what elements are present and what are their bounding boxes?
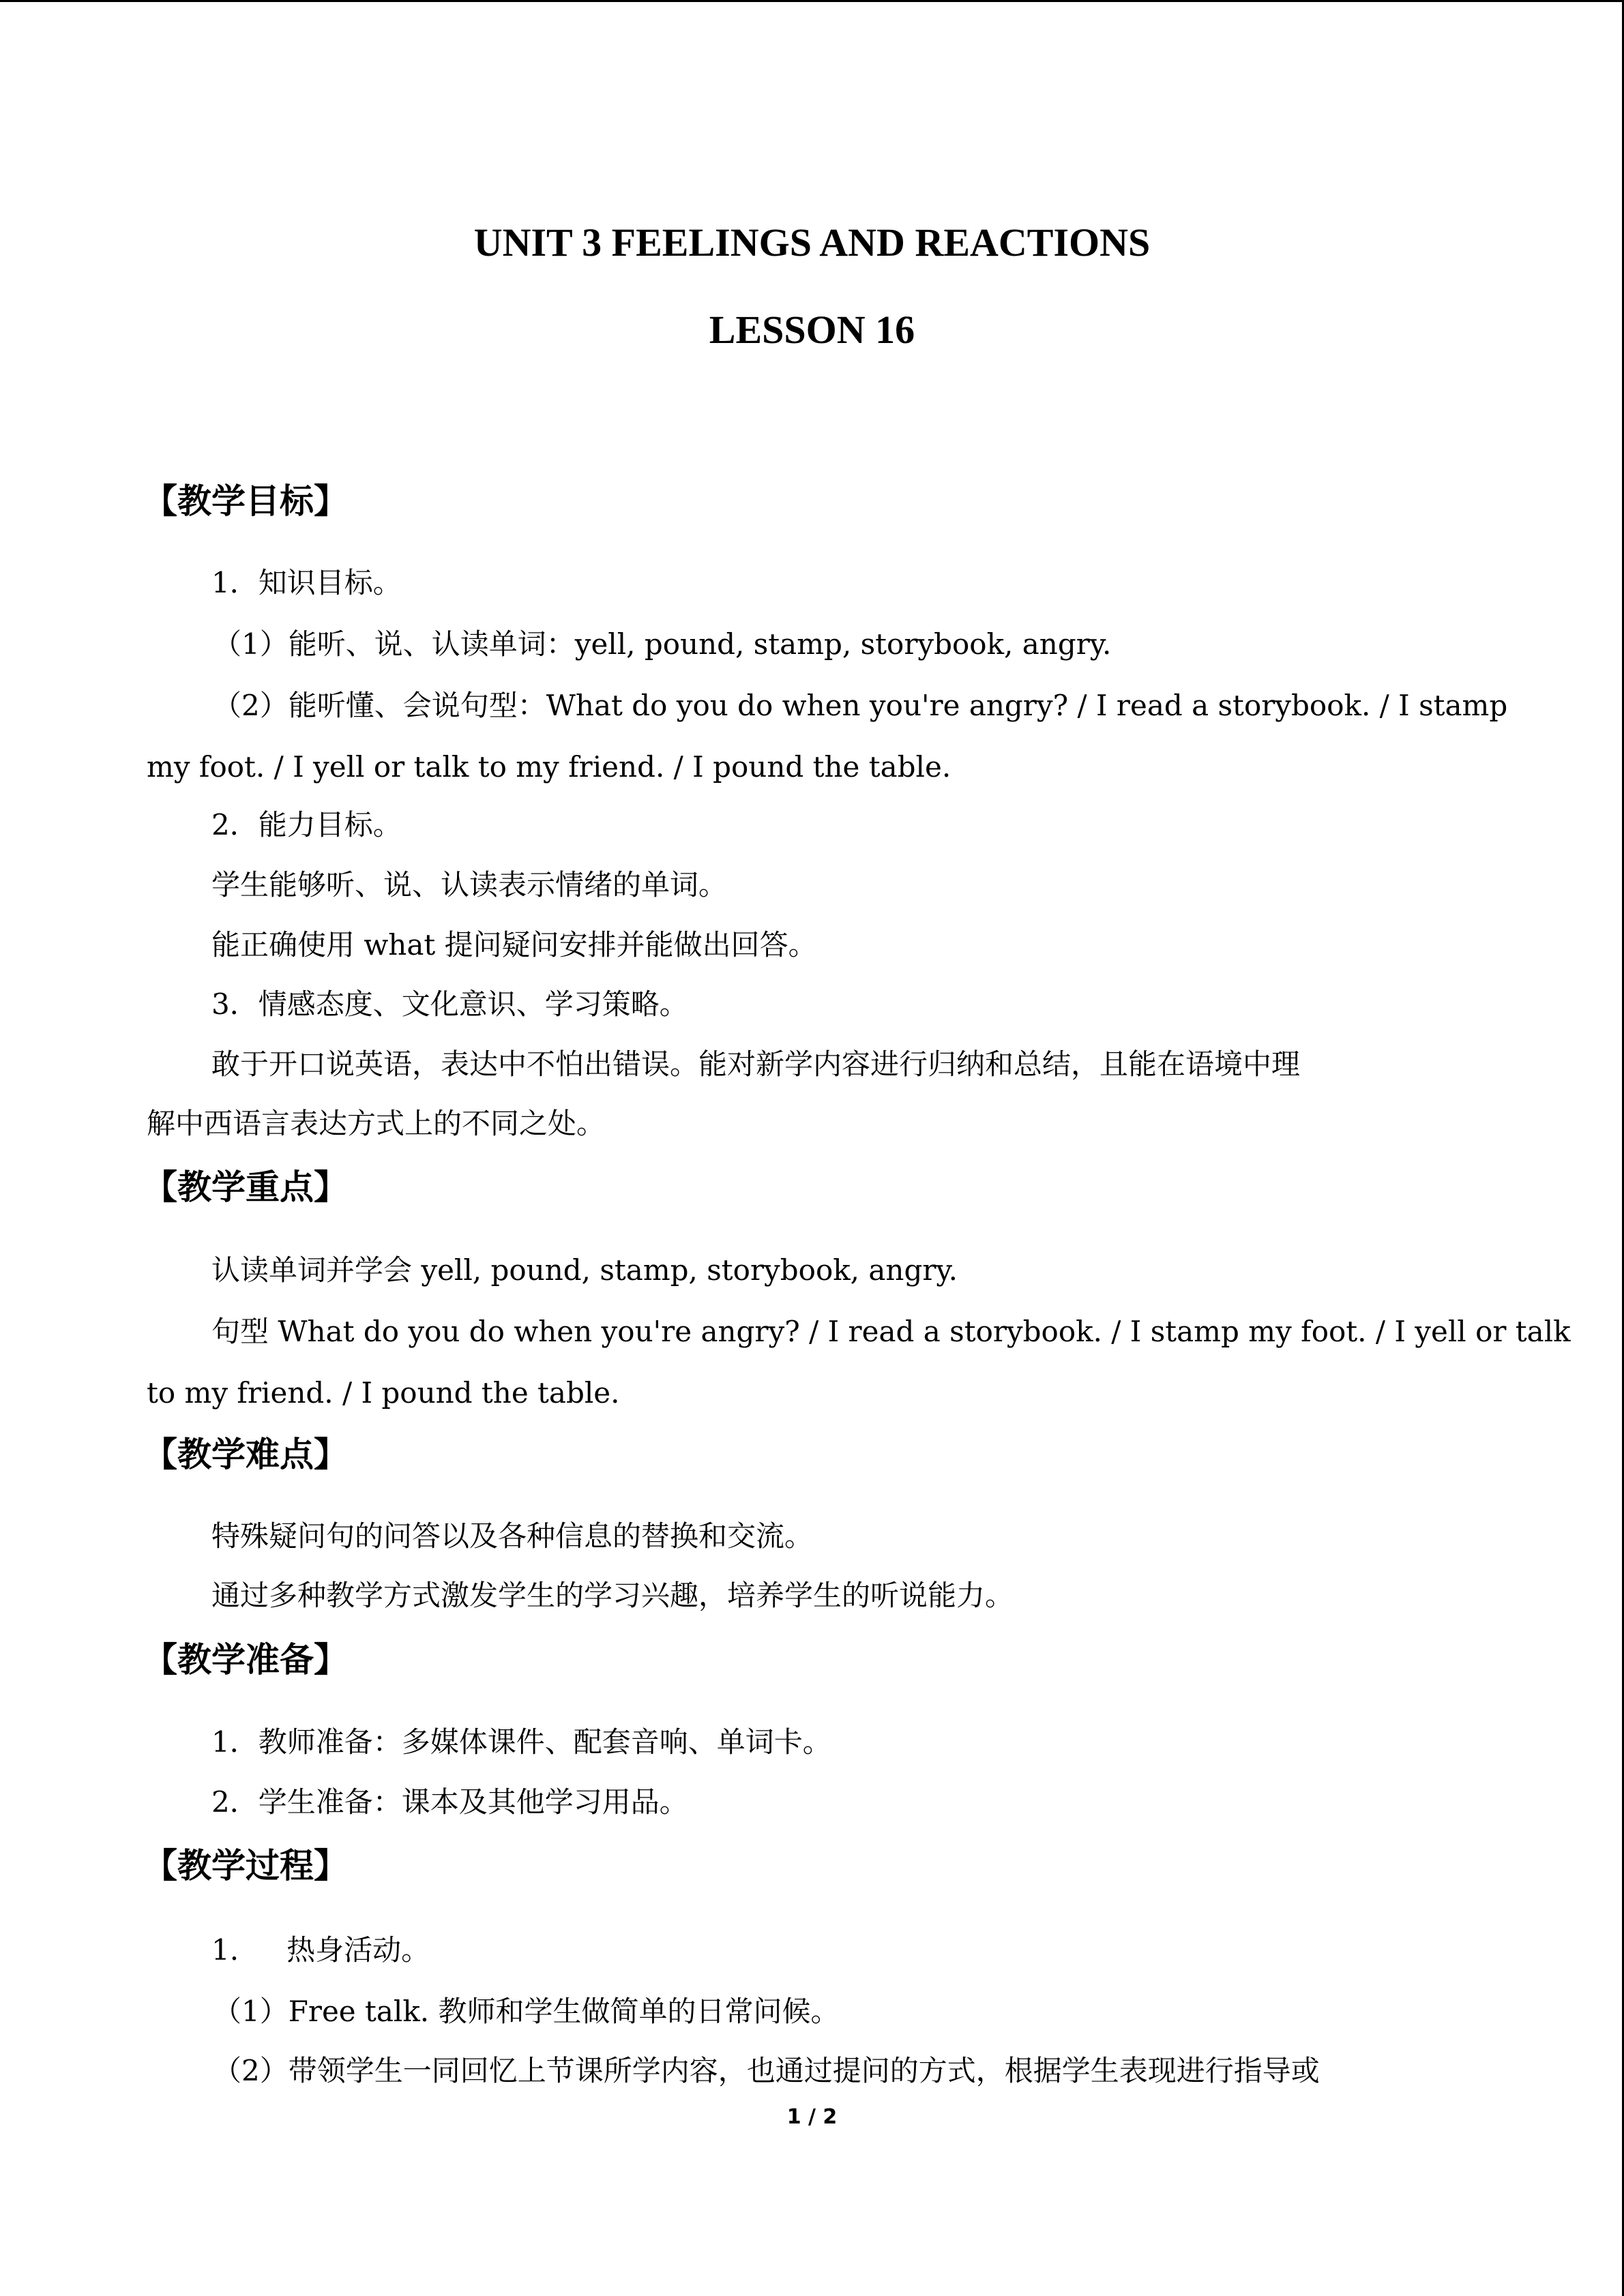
ability-item-1: 学生能够听、说、认读表示情绪的单词。: [211, 868, 728, 901]
process-step-1: [211, 1930, 430, 1971]
difficulty-1: 特殊疑问句的问答以及各种信息的替换和交流。: [211, 1519, 814, 1553]
process-step-label: 热身活动。: [286, 1933, 430, 1967]
difficulty-2: 通过多种教学方式激发学生的学习兴趣，培养学生的听说能力。: [211, 1579, 1014, 1612]
section-heading-preparation: 【教学准备】: [143, 1640, 348, 1680]
section-heading-key-points: 【教学重点】: [143, 1167, 348, 1207]
preparation-student: 2．学生准备：课本及其他学习用品。: [211, 1785, 688, 1819]
process-item-2: （2）带领学生一同回忆上节课所学内容，也通过提问的方式，根据学生表现进行指导或: [213, 2054, 1320, 2087]
unit-title: UNIT 3 FEELINGS AND REACTIONS: [473, 220, 1151, 265]
ability-item-2: 能正确使用 what 提问疑问安排并能做出回答。: [211, 928, 817, 961]
knowledge-item-1: （1）能听、说、认读单词：yell, pound, stamp, storybook, angry.: [213, 627, 1112, 661]
section-heading-difficulties: 【教学难点】: [143, 1435, 348, 1474]
key-point-1: 认读单词并学会 yell, pound, stamp, storybook, angry.: [211, 1253, 958, 1287]
key-point-2: 句型 What do you do when you're angry? / I read a storybook. / I stamp my foot. / I yell or talk: [211, 1315, 1571, 1348]
ability-label: 2．能力目标。: [211, 808, 402, 841]
preparation-teacher: 1．教师准备：多媒体课件、配套音响、单词卡。: [211, 1725, 831, 1759]
emotion-item-1: 敢于开口说英语，表达中不怕出错误。能对新学内容进行归纳和总结，且能在语境中理: [211, 1047, 1301, 1081]
process-item-1: （1）Free talk. 教师和学生做简单的日常问候。: [213, 1995, 840, 2028]
emotion-item-1-continued: 解中西语言表达方式上的不同之处。: [147, 1107, 606, 1140]
knowledge-label: 1．知识目标。: [211, 566, 402, 599]
knowledge-item-2: （2）能听懂、会说句型：What do you do when you're angry? / I read a storybook. / I stamp: [213, 689, 1508, 722]
page-number: 1 / 2: [786, 2105, 838, 2129]
emotion-label: 3．情感态度、文化意识、学习策略。: [211, 987, 688, 1021]
lesson-title: LESSON 16: [709, 308, 915, 352]
knowledge-item-2-continued: my foot. / I yell or talk to my friend. / I pound the table.: [147, 750, 951, 784]
key-point-2-continued: to my friend. / I pound the table.: [147, 1376, 620, 1410]
section-heading-objectives: 【教学目标】: [143, 481, 348, 521]
process-step-number: 1.: [211, 1933, 239, 1967]
section-heading-process: 【教学过程】: [143, 1846, 348, 1885]
